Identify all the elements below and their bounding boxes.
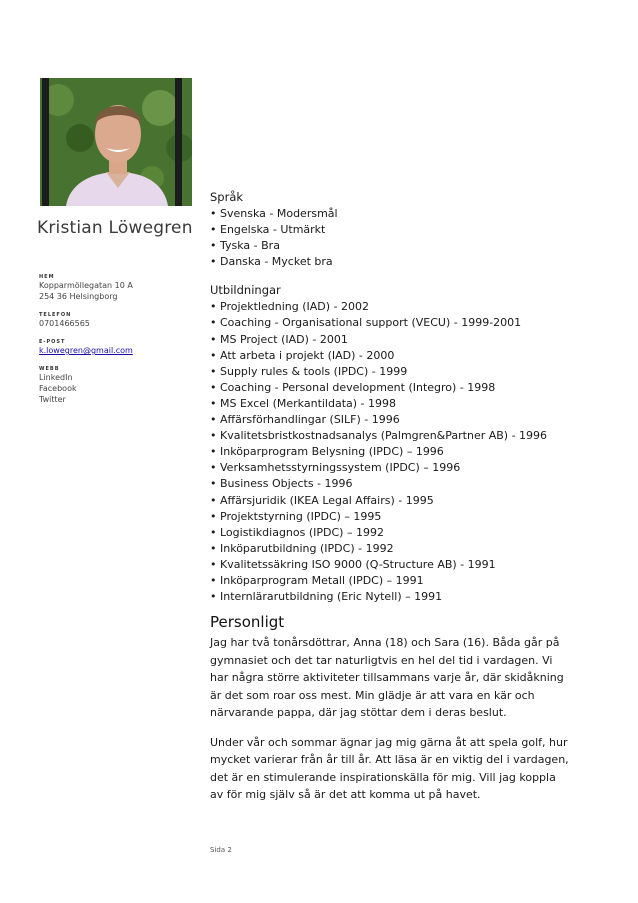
education-list (210, 299, 590, 605)
language-item: • Svenska - Modersmål (210, 206, 590, 222)
education-item: • Att arbeta i projekt (IAD) - 2000 (210, 348, 590, 364)
main-content (210, 189, 590, 804)
education-item: • Inköparprogram Belysning (IPDC) – 1996 (210, 444, 590, 460)
education-item: • Inköparutbildning (IPDC) - 1992 (210, 541, 590, 557)
education-item: • Inköparprogram Metall (IPDC) – 1991 (210, 573, 590, 589)
phone-label: TELEFON (39, 312, 72, 318)
languages-heading: Språk (210, 190, 244, 204)
personal-heading: Personligt (210, 613, 285, 632)
education-heading: Utbildningar (210, 283, 281, 298)
education-item: • Supply rules & tools (IPDC) - 1999 (210, 364, 590, 380)
education-item: • Coaching - Personal development (Integro) - 1998 (210, 380, 590, 396)
phone-value: 0701466565 (39, 319, 90, 328)
facebook-link[interactable]: Facebook (39, 384, 77, 393)
education-item: • Projektstyrning (IPDC) – 1995 (210, 509, 590, 525)
language-item: • Tyska - Bra (210, 238, 590, 254)
address-line-2: 254 36 Helsingborg (39, 292, 118, 301)
education-item: • Kvalitetssäkring ISO 9000 (Q-Structure AB) - 1991 (210, 557, 590, 573)
education-item: • MS Project (IAD) - 2001 (210, 332, 590, 348)
education-item: • Kvalitetsbristkostnadsanalys (Palmgren&Partner AB) - 1996 (210, 428, 590, 444)
language-item: • Engelska - Utmärkt (210, 222, 590, 238)
education-item: • Coaching - Organisational support (VECU) - 1999-2001 (210, 315, 590, 331)
profile-photo (40, 78, 192, 206)
linkedin-link[interactable]: LinkedIn (39, 373, 73, 382)
language-item: • Danska - Mycket bra (210, 254, 590, 270)
web-label: WEBB (39, 366, 60, 372)
person-name: Kristian Löwegren (37, 218, 193, 238)
education-item: • Verksamhetsstyrningssystem (IPDC) – 1996 (210, 460, 590, 476)
home-label: HEM (39, 274, 55, 280)
education-item: • Internlärarutbildning (Eric Nytell) – 1991 (210, 589, 590, 605)
education-item: • Affärsjuridik (IKEA Legal Affairs) - 1995 (210, 493, 590, 509)
education-item: • Projektledning (IAD) - 2002 (210, 299, 590, 315)
education-item: • Business Objects - 1996 (210, 476, 590, 492)
address-line-1: Kopparmöllegatan 10 A (39, 281, 133, 290)
languages-list (210, 206, 590, 270)
page-number: Sida 2 (210, 846, 232, 854)
email-label: E-POST (39, 339, 66, 345)
contact-info (39, 274, 199, 405)
education-item: • Affärsförhandlingar (SILF) - 1996 (210, 412, 590, 428)
email-link[interactable]: k.lowegren@gmail.com (39, 346, 133, 355)
education-item: • Logistikdiagnos (IPDC) – 1992 (210, 525, 590, 541)
portrait-image (40, 78, 192, 206)
personal-paragraph-1: Jag har två tonårsdöttrar, Anna (18) och Sara (16). Båda går på gymnasiet och det tar naturligtvis en hel del tid i vardagen. Vi har några större aktiviteter tillsammans varje år, där skidåkning är det som roar oss mest. Min glädje är att vara en kär och närvarande pappa, där jag stöttar dem i deras beslut. (210, 636, 564, 720)
twitter-link[interactable]: Twitter (39, 395, 66, 404)
personal-paragraph-2: Under vår och sommar ägnar jag mig gärna åt att spela golf, hur mycket varierar från år till år. Att läsa är en viktig del i vardagen, det är en stimulerande inspirationskälla för mig. Vill jag koppla av för mig själv så är det att komma ut på havet. (210, 735, 569, 802)
education-item: • MS Excel (Merkantildata) - 1998 (210, 396, 590, 412)
